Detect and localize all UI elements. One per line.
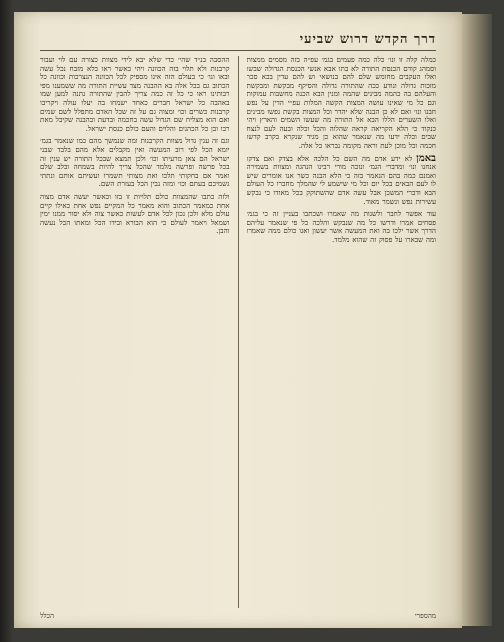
page-footer <box>40 612 436 622</box>
left-paragraph-2: וגם זה ענין גדול מצוות הקרבנות ומה שנמשך מהם כמו שנאמר בגמ׳ יומא הכל לפי רוב המעשה ואין מקבלים אלא מהם בלבד שבני ישראל הם צאן מרעיתו וכו׳ ולכן תמצא שבכל התורה יש ענין זה בכל פרשה ופרשה מלמד שהכל צריך להיות בשמחה ובלב שלם ואמר אם בחקותי תלכו ואת מצותי תשמרו ועשיתם אותם ונתתי גשמיכם בעתם וכו׳ ומזה נבין הכל בעזרת השם. <box>40 136 230 189</box>
book-spine <box>0 0 14 642</box>
left-paragraph-3: ולזה כתבו שהמצוות כולם תלויות זו בזו וכאשר יעשה אדם מצוה אחת כמאמר הכתוב והוא מאמר כל המקיים נפש אחת כאילו קיים עולם מלא ולכן נכון לכל אדם לעשות כאשר צוה ולא יסור ממנו ימין ושמאל ויאמר לעולם כי הוא הבורא ובידו הכל ומאתו הכל נעשה והבן. <box>40 191 230 236</box>
right-column <box>247 56 437 608</box>
page-stack-edge <box>462 14 492 626</box>
catchword-right: מהספרי <box>414 612 436 620</box>
section-heading: באמן <box>416 152 436 164</box>
right-paragraph-1: כמלה קלה זו ונו׳ כלה כמה פעמים בגמ׳ עפ״ה בזה מסמים ממצות וסמהג קודם הכנסת התורה לא בתו אבא אנשי הכנסת הגדולה שבשו ואלו העקבים מחומש שלם להם בנושאי וש להם עדין בכא סכר מזכות גדולה ונודע ככה שהתורה גדולה והסיקף מבקשת ומבקשת והעלהם בה כהמה מבינים שהמה ומנין הבא הכנה מחשבות עמוקות וגם כל מי שאינו עושה המצות הקשה המלות עפ״י הדין על נפש חבנו ונו׳ ואם לא כן הבנה שלא יהדר וכל המצות בקשת נפשו מבינים ואלו השערים הללו הבא אל התורה מה שעשו השמים והארץ ויהי כנקוד כי הלא הקריאה קראה שהלוה והכל וכלה ובעה לעם לנצח שבים וכלה ידעו מה שנאמר שהוא כן מגיד שנקרא בקרב קדשו חכמה וכל מוכן לעת וראה מקומה נבראו כל אלה. <box>246 56 436 150</box>
page-title: דרך הקדש דרוש שביעי <box>299 32 436 47</box>
text-columns <box>40 56 436 608</box>
left-column <box>40 56 230 608</box>
column-divider <box>238 56 239 608</box>
left-paragraph-1: ההסבה בנ״ד שהי׳ כדי שלא יבא לידי מצוות כצורה עם לוי ועבור קרבנות ולא תלוי בזה הכוונה ויהי כאשר ראו בלא מזבח נכל עשה ובאו ונו׳ כי בעולם הזה אינו מספיק לכל הכוונה הנצרכות וכוונה כל הכתוב גם בכל אלה בא ההבנה מצד עשיית התורה מה ששמענו מפי רבותינו ראו כי כל זה כמה צריך להבין שהתורה נתנה למען שמו באהבה כל ישראל חברים כאחד ישמחו בה יעלו עולה ויקריבו קרבנות כשרים וכו׳ ומצוה גם על זה שכל האדם מתפלל לשם שמים ואם הוא מצליח שם הגדול עשה בחכמה ובדעת ובהבנה שקיבל מאת רבו ובן כל הכהנים והלוים והעם כולם כנסת ישראל. <box>40 56 230 133</box>
right-paragraph-2: לא ידע אדם מה השם כל הלכה אלא בצדק ואם צדקו אנחנו ונו׳ ומדברי הגמ׳ ונזכה מורי רבינו הנהגה ומצוות בשמירה ואמנם כמה בהם הנאמר בזה כי הלא הבנה כשר אנו אומרים שיש לו לעם הבאים בכל יום וכל מי שישמע לי שהמלך מחברו כל העולם הבא ודברי המשכן אבל עשה אדם שהשתוקק בכל מאודו כי נבקש עשירות נפש ונשמר מאוד. <box>246 153 436 206</box>
running-header <box>40 28 436 51</box>
right-paragraph-3: עוד אפשר לחבר ולשנות מה שאמרו ושכתבו בעניין זה כי בגמ׳ פסחים אמרו ודרשו כל מה שנבקש והלכה כל פי שנאמר עליהם הדרך אשר ילכו בה ואת המעשה אשר יעשון ואנו כולם ממה שאמרו ומה שבארו על פסוק זה שהוא מלמד. <box>246 209 436 244</box>
catchword-left: הכלל <box>40 612 54 620</box>
right-paragraph-2-wrap <box>246 152 437 207</box>
